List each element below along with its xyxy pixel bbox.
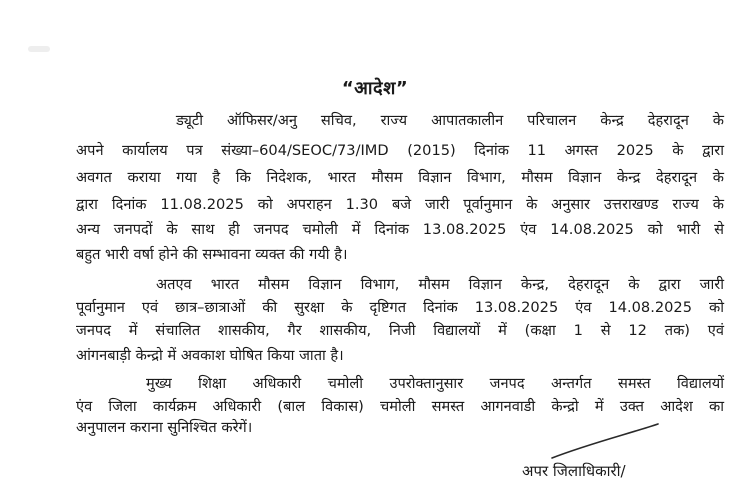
paragraph-1-line-3: अवगत कराया गया है कि निदेशक, भारत मौसम विज्ञान विभाग, मौसम विज्ञान केन्द्र देहरादून के: [76, 169, 724, 186]
paragraph-1-line-2: अपने कार्यालय पत्र संख्या–604/SEOC/73/IMD (2015) दिनांक 11 अगस्त 2025 के द्वारा: [76, 142, 724, 159]
paragraph-3-line-3: अनुपालन कराना सुनिश्चित करेगें।: [76, 419, 253, 436]
paragraph-1-line-1: ड्यूटी ऑफिसर/अनु सचिव, राज्य आपातकालीन परिचालन केन्द्र देहरादून के: [176, 112, 724, 129]
paragraph-1-line-5: अन्य जनपदों के साथ ही जनपद चमोली में दिनांक 13.08.2025 एंव 14.08.2025 को भारी से: [76, 221, 724, 238]
paragraph-2-line-3: जनपद में संचालित शासकीय, गैर शासकीय, निजी विद्यालयों में (कक्षा 1 से 12 तक) एवं: [76, 322, 724, 339]
paragraph-1-line-4: द्वारा दिनांक 11.08.2025 को अपराहन 1.30 बजे जारी पूर्वानुमान के अनुसार उत्तराखण्ड राज्य के: [76, 196, 724, 213]
signatory-designation: अपर जिलाधिकारी/: [522, 462, 626, 480]
signature-stroke: [548, 422, 688, 462]
paragraph-3-line-1: मुख्य शिक्षा अधिकारी चमोली उपरोक्तानुसार जनपद अन्तर्गत समस्त विद्यालयों: [146, 375, 724, 392]
paragraph-2-line-1: अतएव भारत मौसम विज्ञान विभाग, मौसम विज्ञान केन्द्र, देहरादून के द्वारा जारी: [156, 276, 724, 293]
document-title: “आदेश”: [341, 78, 409, 99]
paragraph-2-line-2: पूर्वानुमान एवं छात्र–छात्राओं की सुरक्षा के दृष्टिगत दिनांक 13.08.2025 एंव 14.08.2025 को: [76, 299, 724, 316]
scan-smudge: [28, 46, 50, 52]
paragraph-3-line-2: एंव जिला कार्यक्रम अधिकारी (बाल विकास) चमोली समस्त आगनवाडी केन्द्रो में उक्त आदेश का: [76, 398, 724, 415]
paragraph-1-line-6: बहुत भारी वर्षा होने की सम्भावना व्यक्त की गयी है।: [76, 246, 348, 263]
paragraph-2-line-4: आंगनबाड़ी केन्द्रो में अवकाश घोषित किया जाता है।: [76, 347, 344, 364]
